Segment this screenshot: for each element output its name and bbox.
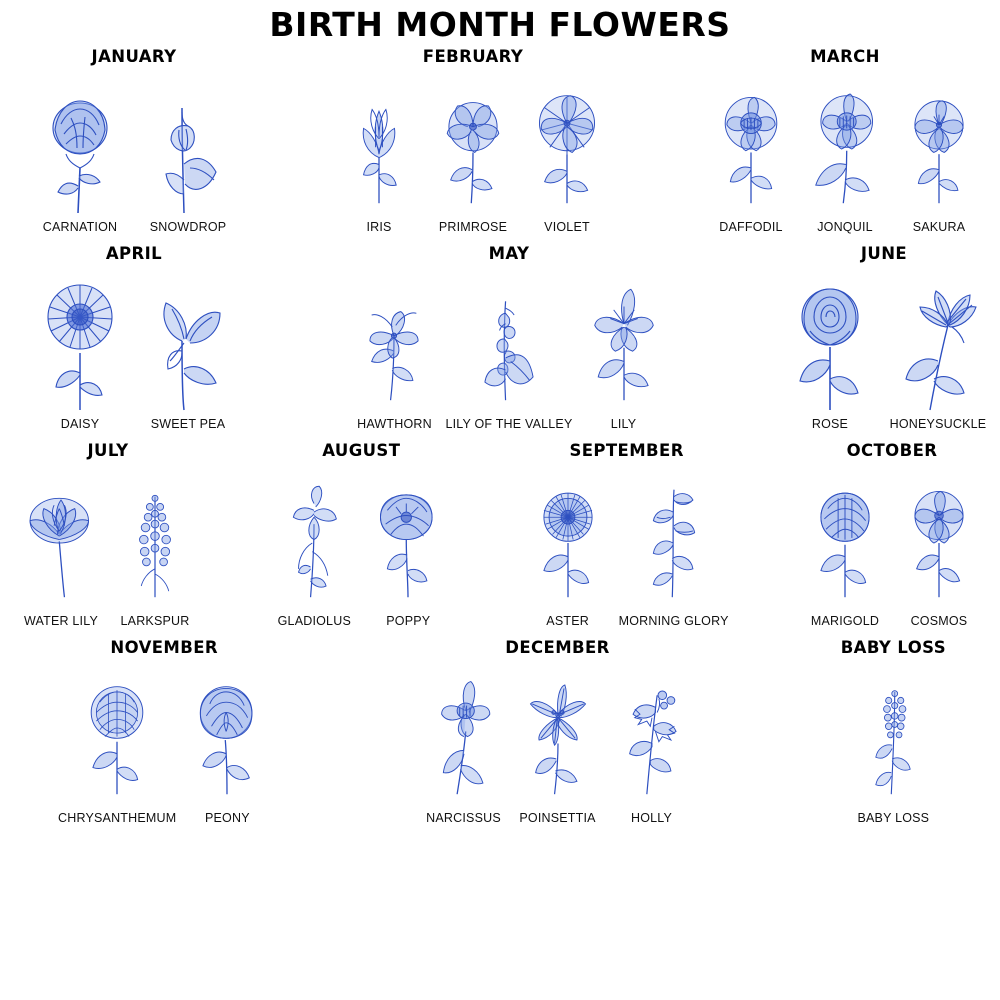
flower-item-aster <box>525 462 611 628</box>
month-group-july <box>14 441 202 628</box>
flower-list <box>332 68 614 234</box>
month-title: OCTOBER <box>846 440 938 460</box>
holly-flower-icon <box>609 659 695 809</box>
flower-label: HOLLY <box>630 810 673 825</box>
peony-flower-icon <box>184 659 270 809</box>
flower-label: SNOWDROP <box>149 219 227 234</box>
flower-label: MORNING GLORY <box>618 613 729 628</box>
flower-list <box>776 265 992 431</box>
month-group-april <box>26 244 242 431</box>
month-title: JULY <box>87 440 129 460</box>
flower-list <box>417 659 699 825</box>
poppy-flower-icon <box>365 462 451 612</box>
month-group-september <box>521 441 733 628</box>
daffodil-flower-icon <box>708 68 794 218</box>
month-title: FEBRUARY <box>422 46 524 66</box>
forget-me-not-flower-icon <box>850 659 936 809</box>
marigold-flower-icon <box>802 462 888 612</box>
flower-item-sakura <box>896 68 982 234</box>
violet-flower-icon <box>524 68 610 218</box>
month-groups-container <box>0 47 1000 825</box>
month-title: MARCH <box>810 46 880 66</box>
flower-item-sweet-pea <box>138 265 238 431</box>
flower-item-primrose <box>430 68 516 234</box>
lily-flower-icon <box>581 265 667 415</box>
page-title: BIRTH MONTH FLOWERS <box>269 5 731 44</box>
flower-label: HONEYSUCKLE <box>889 416 987 431</box>
month-row <box>8 47 992 234</box>
month-row <box>8 638 992 825</box>
flower-item-daisy <box>30 265 130 431</box>
flower-item-morning-glory <box>619 462 729 628</box>
flower-label: CHRYSANTHEMUM <box>58 810 177 825</box>
flower-item-cosmos <box>896 462 982 628</box>
flower-list <box>798 462 986 628</box>
morning-glory-flower-icon <box>631 462 717 612</box>
flower-item-honeysuckle <box>888 265 988 431</box>
month-group-february <box>332 47 614 234</box>
carnation-flower-icon <box>30 68 130 218</box>
poinsettia-flower-icon <box>515 659 601 809</box>
flower-label: GLADIOLUS <box>277 613 351 628</box>
flower-item-marigold <box>802 462 888 628</box>
flower-label: VIOLET <box>544 219 590 234</box>
flower-item-lily-of-the-valley <box>445 265 572 431</box>
month-group-december <box>417 638 699 825</box>
flower-item-hawthorn <box>351 265 437 431</box>
month-group-january <box>26 47 242 234</box>
flower-list <box>26 265 242 431</box>
flower-item-poppy <box>365 462 451 628</box>
month-group-october <box>798 441 986 628</box>
sweet-pea-flower-icon <box>138 265 238 415</box>
flower-label: SAKURA <box>912 219 966 234</box>
flower-list <box>704 68 986 234</box>
month-title: BABY LOSS <box>840 637 946 657</box>
lily-of-the-valley-flower-icon <box>466 265 552 415</box>
chrysanthemum-flower-icon <box>74 659 160 809</box>
flower-item-snowdrop <box>138 68 238 234</box>
month-row <box>8 441 992 628</box>
flower-label: ASTER <box>546 613 589 628</box>
flower-label: WATER LILY <box>23 613 98 628</box>
primrose-flower-icon <box>430 68 516 218</box>
month-title: NOVEMBER <box>110 637 218 657</box>
flower-label: CARNATION <box>42 219 118 234</box>
larkspur-flower-icon <box>112 462 198 612</box>
month-title: JUNE <box>860 243 908 263</box>
month-group-may <box>347 244 670 431</box>
flower-label: PEONY <box>204 810 250 825</box>
flower-item-peony <box>184 659 270 825</box>
flower-item-violet <box>524 68 610 234</box>
cosmos-flower-icon <box>896 462 982 612</box>
flower-label: LARKSPUR <box>120 613 190 628</box>
jonquil-flower-icon <box>802 68 888 218</box>
hawthorn-flower-icon <box>351 265 437 415</box>
flower-list <box>267 462 455 628</box>
month-title: APRIL <box>105 243 163 263</box>
flower-item-gladiolus <box>271 462 357 628</box>
rose-flower-icon <box>780 265 880 415</box>
flower-label: IRIS <box>366 219 392 234</box>
flower-list <box>14 462 202 628</box>
flower-list <box>54 659 274 825</box>
flower-item-water-lily <box>18 462 104 628</box>
flower-list <box>26 68 242 234</box>
flower-item-narcissus <box>421 659 507 825</box>
month-title: MAY <box>488 243 530 263</box>
flower-label: DAISY <box>60 416 100 431</box>
snowdrop-flower-icon <box>138 68 238 218</box>
flower-label: HAWTHORN <box>357 416 432 431</box>
sakura-flower-icon <box>896 68 982 218</box>
flower-label: DAFFODIL <box>719 219 783 234</box>
flower-list <box>347 265 670 431</box>
month-group-baby-loss <box>841 638 946 825</box>
flower-label: PRIMROSE <box>438 219 508 234</box>
flower-item-poinsettia <box>515 659 601 825</box>
iris-flower-icon <box>336 68 422 218</box>
flower-item-carnation <box>30 68 130 234</box>
flower-item-baby-loss <box>850 659 936 825</box>
flower-label: NARCISSUS <box>426 810 501 825</box>
flower-label: POINSETTIA <box>519 810 596 825</box>
gladiolus-flower-icon <box>271 462 357 612</box>
flower-list <box>521 462 733 628</box>
flower-label: SWEET PEA <box>150 416 226 431</box>
flower-list <box>846 659 940 825</box>
month-title: SEPTEMBER <box>569 440 684 460</box>
flower-item-daffodil <box>708 68 794 234</box>
honeysuckle-flower-icon <box>888 265 988 415</box>
flower-label: POPPY <box>386 613 431 628</box>
month-row <box>8 244 992 431</box>
flower-item-holly <box>609 659 695 825</box>
month-group-august <box>267 441 455 628</box>
daisy-flower-icon <box>30 265 130 415</box>
flower-label: LILY OF THE VALLEY <box>445 416 573 431</box>
narcissus-flower-icon <box>421 659 507 809</box>
flower-label: JONQUIL <box>817 219 873 234</box>
flower-item-iris <box>336 68 422 234</box>
month-title: AUGUST <box>322 440 401 460</box>
water-lily-flower-icon <box>18 462 104 612</box>
flower-label: MARIGOLD <box>810 613 880 628</box>
month-group-june <box>776 244 992 431</box>
flower-label: COSMOS <box>910 613 968 628</box>
aster-flower-icon <box>525 462 611 612</box>
flower-item-chrysanthemum <box>58 659 176 825</box>
flower-item-lily <box>581 265 667 431</box>
flower-item-larkspur <box>112 462 198 628</box>
flower-label: ROSE <box>811 416 849 431</box>
month-group-march <box>704 47 986 234</box>
flower-label: BABY LOSS <box>857 810 930 825</box>
flower-label: LILY <box>610 416 637 431</box>
month-group-november <box>54 638 274 825</box>
month-title: JANUARY <box>91 46 177 66</box>
month-title: DECEMBER <box>505 637 610 657</box>
flower-item-jonquil <box>802 68 888 234</box>
flower-item-rose <box>780 265 880 431</box>
